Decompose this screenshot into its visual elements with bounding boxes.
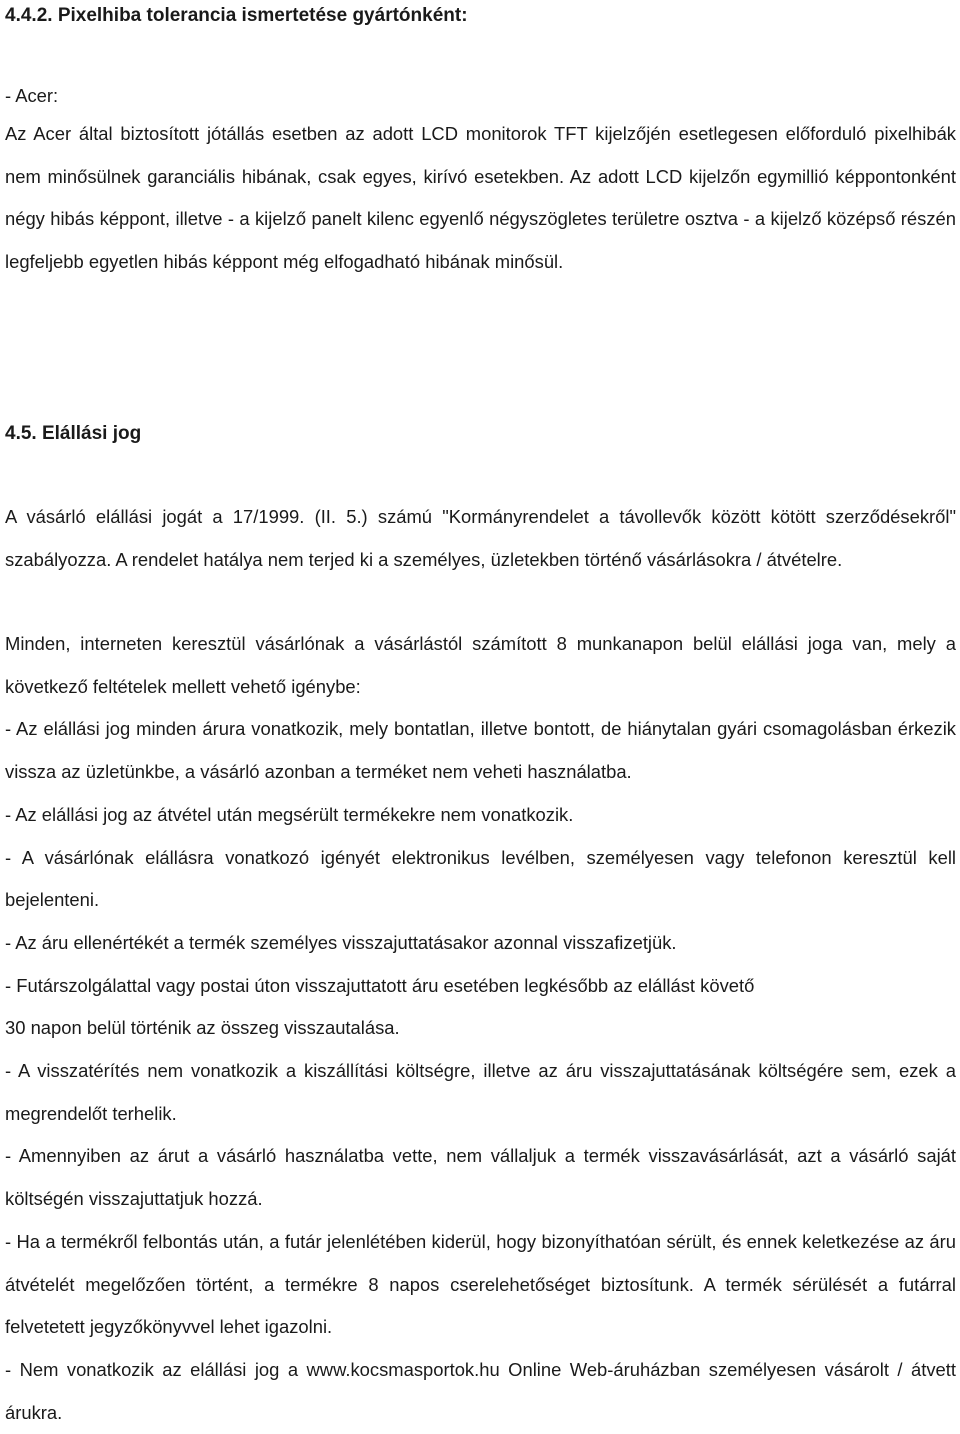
list-item: Minden, interneten keresztül vásárlónak a vásárlástól számított 8 munkanapon belül elállási joga van, mely a következő feltételek mellett vehető igénybe:	[5, 633, 956, 697]
list-item: - Az elállási jog az átvétel után megsérült termékekre nem vonatkozik.	[5, 803, 574, 825]
manufacturer-label: - Acer:	[5, 85, 59, 106]
list-item: - Amennyiben az árut a vásárló használatba vette, nem vállaljuk a termék visszavásárlását, azt a vásárló saját költségén visszajuttatjuk hozzá.	[5, 1145, 956, 1210]
section-heading-pixel-tolerance: 4.4.2. Pixelhiba tolerancia ismertetése gyártónként:	[5, 5, 468, 26]
list-item: - Nem vonatkozik az elállási jog a www.kocsmasportok.hu Online Web-áruházban személyesen vásárolt / átvett árukra.	[5, 1358, 956, 1423]
withdrawal-conditions-list	[5, 623, 956, 1434]
withdrawal-intro-text: A vásárló elállási jogát a 17/1999. (II. 5.) számú "Kormányrendelet a távollevők között kötött szerződésekről" szabályozza. A rendelet hatálya nem terjed ki a személyes, üzletekben történő vásárlásokra / átvételre.	[5, 506, 956, 570]
list-item: - A visszatérítés nem vonatkozik a kiszállítási költségre, illetve az áru visszajuttatásának költségére sem, ezek a megrendelőt terhelik.	[5, 1060, 956, 1124]
list-item: 30 napon belül történik az összeg visszautalása.	[5, 1017, 400, 1039]
list-item: - Az elállási jog minden árura vonatkozik, mely bontatlan, illetve bontott, de hiánytalan gyári csomagolásban érkezik vissza az üzletünkbe, a vásárló azonban a terméket nem veheti használatba.	[5, 718, 956, 783]
list-item: - A vásárlónak elállásra vonatkozó igényét elektronikus levélben, személyesen vagy telefonon keresztül kell bejelenteni.	[5, 846, 956, 911]
list-item: - Az áru ellenértékét a termék személyes visszajuttatásakor azonnal visszafizetjük.	[5, 931, 677, 953]
section-heading-withdrawal-right: 4.5. Elállási jog	[5, 423, 142, 444]
list-item: - Futárszolgálattal vagy postai úton visszajuttatott áru esetében legkésőbb az elállást követő	[5, 974, 755, 996]
acer-pixel-policy-text: Az Acer által biztosított jótállás esetben az adott LCD monitorok TFT kijelzőjén esetlegesen előforduló pixelhibák nem minősülnek garanciális hibának, csak egyes, kirívó esetekben. Az adott LCD kijelzőn egymillió képpontonként négy hibás képpont, illetve - a kijelző panelt kilenc egyenlő négyszögletes területre osztva - a kijelző középső részén legfeljebb egyetlen hibás képpont még elfogadható hibának minősül.	[5, 123, 956, 273]
list-item: - Ha a termékről felbontás után, a futár jelenlétében kiderül, hogy bizonyíthatóan sérült, és ennek keletkezése az áru átvételét megelőzően történt, a termékre 8 napos cserelehetőséget biztosítunk. A termék sérülését a futárral felvetetett jegyzőkönyvvel lehet igazolni.	[5, 1230, 956, 1338]
